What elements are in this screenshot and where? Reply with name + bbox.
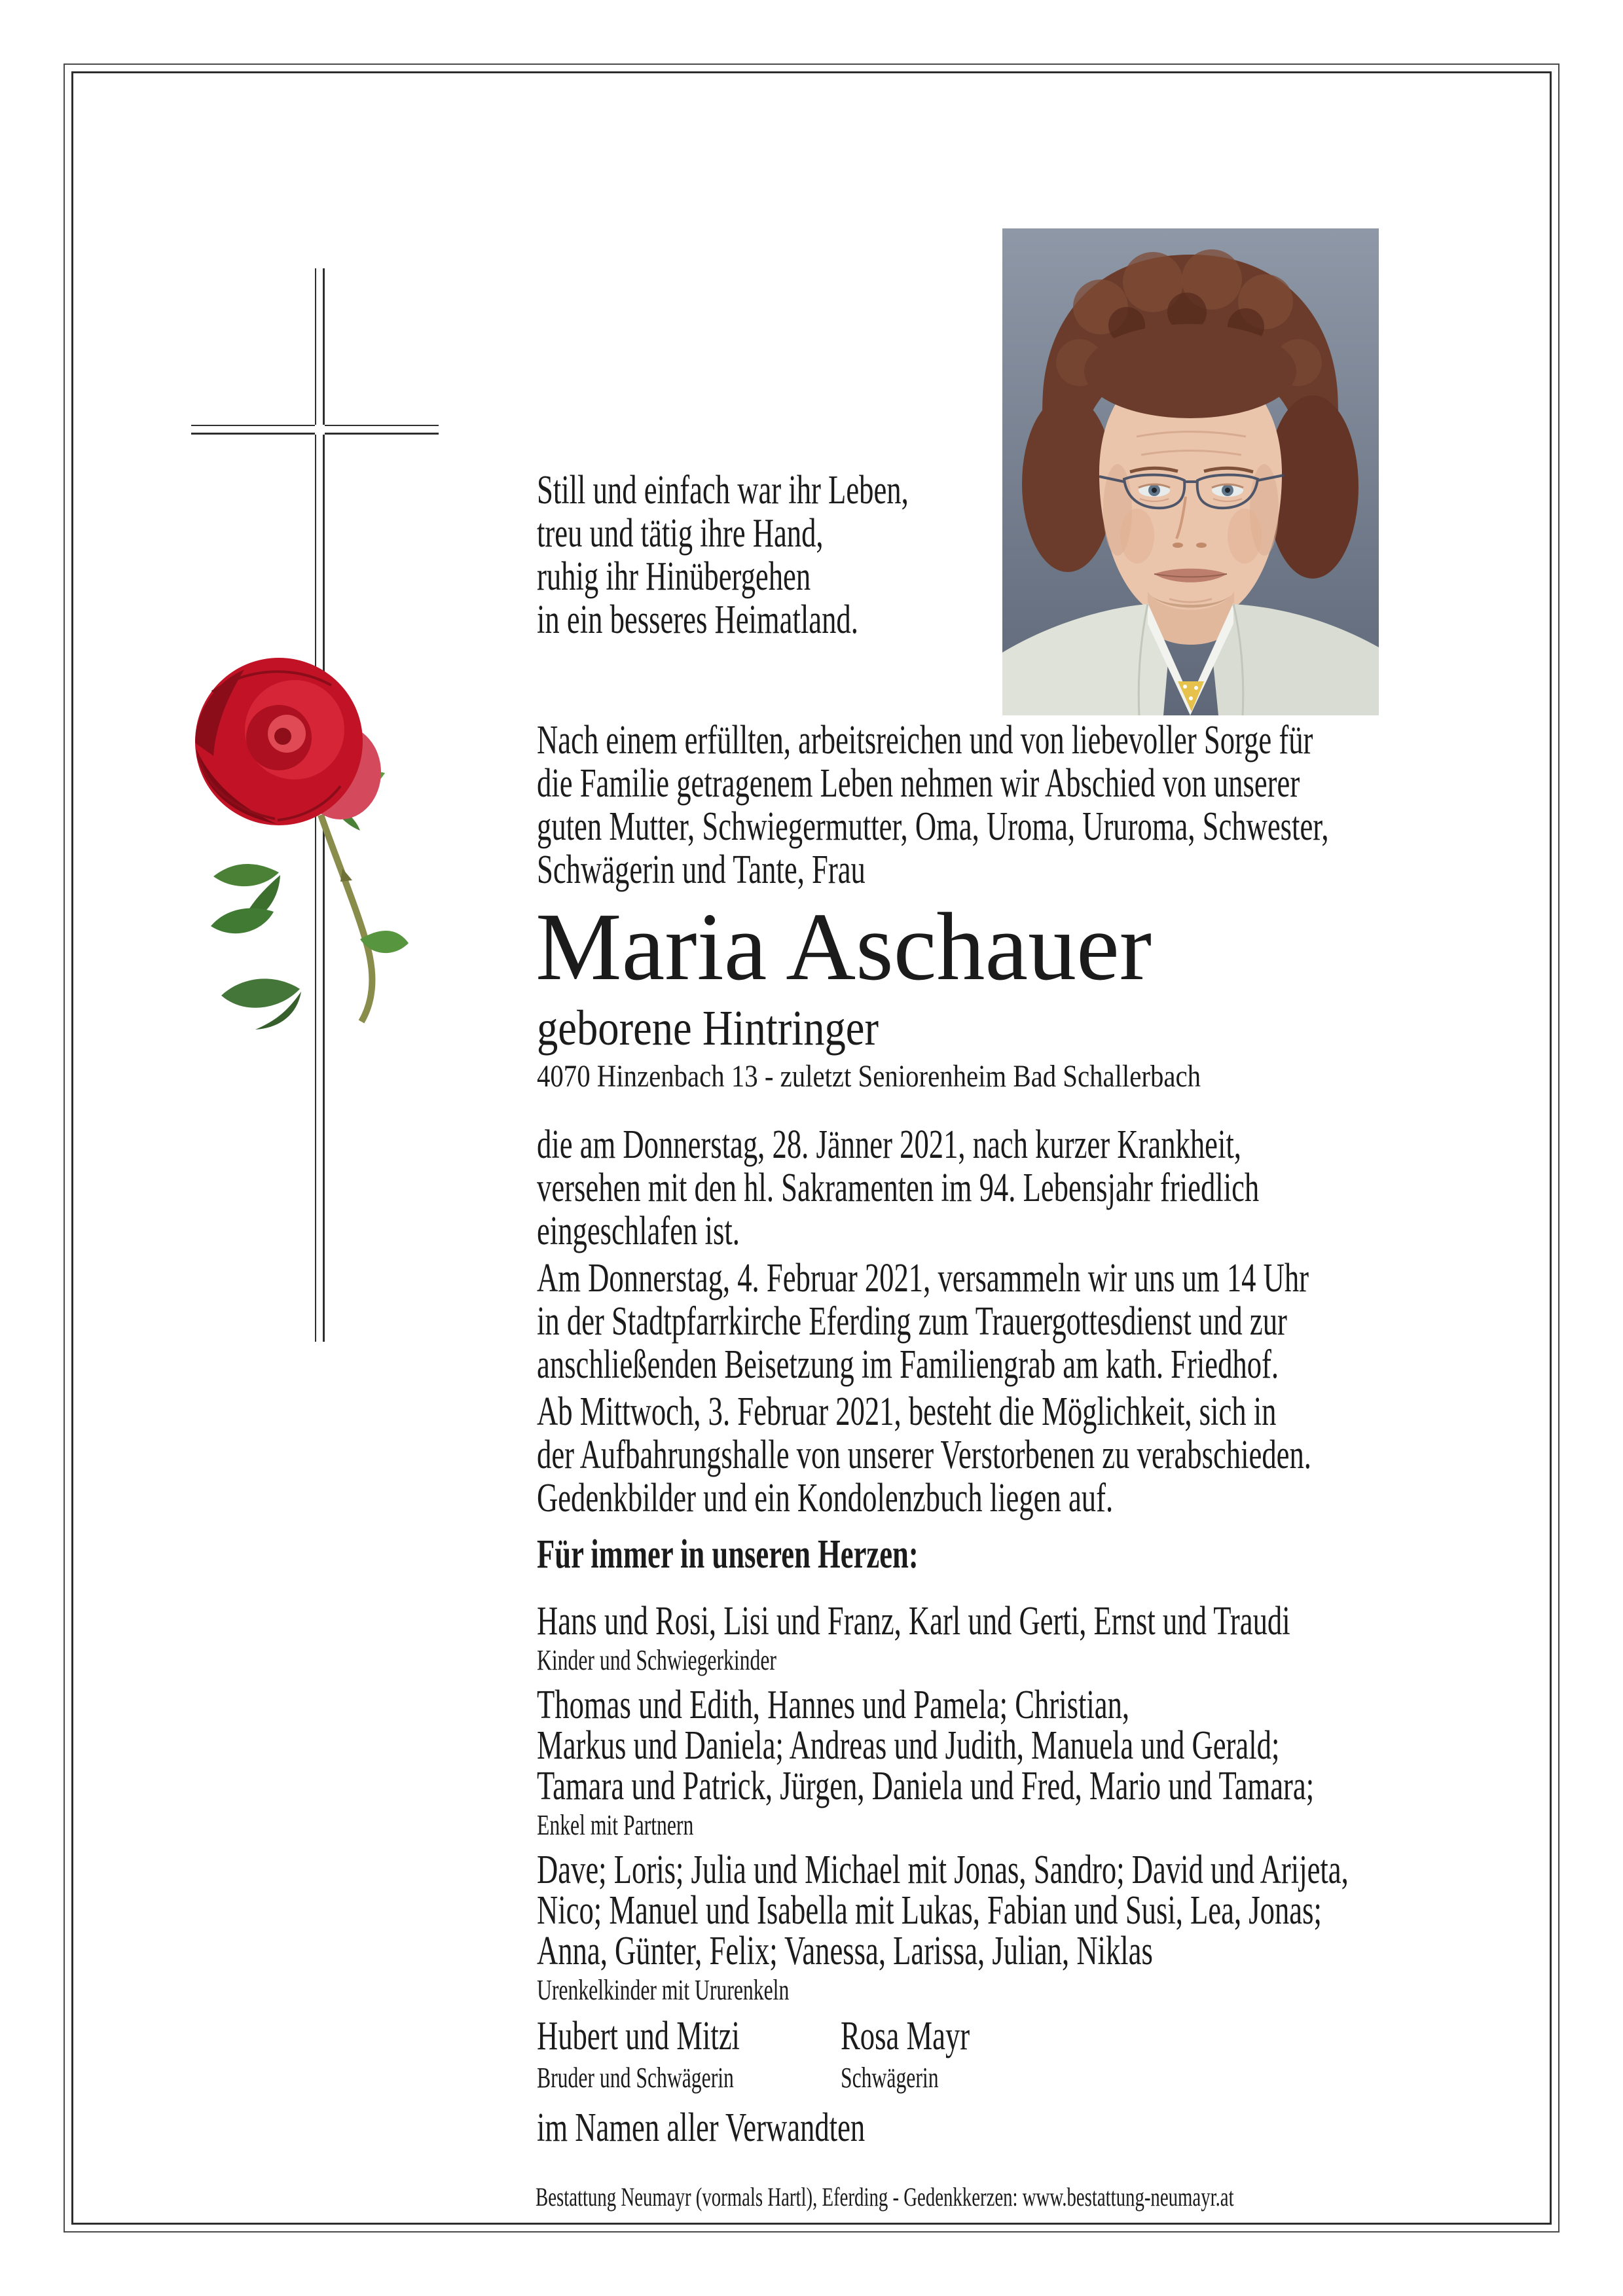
poem-line: Still und einfach war ihr Leben, bbox=[537, 468, 909, 512]
poem-line: ruhig ihr Hinübergehen bbox=[537, 554, 811, 599]
mourner-group-caption: Kinder und Schwiegerkinder bbox=[537, 1644, 776, 1676]
mourner-column-name: Hubert und Mitzi bbox=[537, 2014, 740, 2058]
paragraph-line: eingeschlafen ist. bbox=[537, 1209, 740, 1253]
paragraph-line: Gedenkbilder und ein Kondolenzbuch liegen auf. bbox=[537, 1476, 1114, 1520]
mourner-column-name: Rosa Mayr bbox=[841, 2014, 970, 2058]
closing-line: im Namen aller Verwandten bbox=[537, 2106, 866, 2150]
paragraph-line: in der Stadtpfarrkirche Eferding zum Trauergottesdienst und zur bbox=[537, 1299, 1287, 1344]
death-paragraph bbox=[537, 1123, 1259, 1253]
paragraph-line: anschließenden Beisetzung im Familiengrab am kath. Friedhof. bbox=[537, 1342, 1279, 1387]
mourner-line: Nico; Manuel und Isabella mit Lukas, Fabian und Susi, Lea, Jonas; bbox=[537, 1888, 1322, 1933]
intro-line: Schwägerin und Tante, Frau bbox=[537, 848, 866, 892]
cross-icon bbox=[325, 425, 439, 435]
funeral-home-footer: Bestattung Neumayr (vormals Hartl), Eferding - Gedenkkerzen: www.bestattung-neumayr.at bbox=[536, 2182, 1234, 2212]
mourner-group-caption: Urenkelkinder mit Ururenkeln bbox=[537, 1974, 790, 2006]
poem-line: in ein besseres Heimatland. bbox=[537, 598, 858, 642]
funeral-paragraph bbox=[537, 1257, 1309, 1386]
remembrance-heading: Für immer in unseren Herzen: bbox=[537, 1532, 919, 1577]
viewing-paragraph bbox=[537, 1390, 1311, 1520]
mourner-group bbox=[537, 1850, 1349, 1971]
mourner-line: Hans und Rosi, Lisi und Franz, Karl und Gerti, Ernst und Traudi bbox=[537, 1599, 1290, 1643]
mourner-group-caption: Enkel mit Partnern bbox=[537, 1809, 694, 1841]
cross-icon bbox=[315, 268, 325, 425]
paragraph-line: die am Donnerstag, 28. Jänner 2021, nach kurzer Krankheit, bbox=[537, 1122, 1241, 1167]
mourner-line: Markus und Daniela; Andreas und Judith, Manuela und Gerald; bbox=[537, 1723, 1280, 1768]
mourner-column-caption: Bruder und Schwägerin bbox=[537, 2062, 734, 2094]
mourner-line: Anna, Günter, Felix; Vanessa, Larissa, Julian, Niklas bbox=[537, 1929, 1153, 1973]
mourner-group bbox=[537, 1601, 1290, 1641]
paragraph-line: der Aufbahrungshalle von unserer Verstorbenen zu verabschieden. bbox=[537, 1433, 1311, 1477]
cross-icon bbox=[191, 425, 315, 435]
maiden-name: geborene Hintringer bbox=[537, 1001, 879, 1056]
intro-line: guten Mutter, Schwiegermutter, Oma, Uroma, Ururoma, Schwester, bbox=[537, 804, 1329, 849]
mourner-group bbox=[537, 1685, 1314, 1806]
intro-line: Nach einem erfüllten, arbeitsreichen und von liebevoller Sorge für bbox=[537, 718, 1313, 762]
poem-line: treu und tätig ihre Hand, bbox=[537, 511, 824, 556]
portrait-photo bbox=[1002, 228, 1379, 715]
mourner-line: Tamara und Patrick, Jürgen, Daniela und Fred, Mario und Tamara; bbox=[537, 1764, 1315, 1808]
paragraph-line: Ab Mittwoch, 3. Februar 2021, besteht die Möglichkeit, sich in bbox=[537, 1390, 1277, 1434]
deceased-name: Maria Aschauer bbox=[536, 893, 1152, 1001]
intro-line: die Familie getragenem Leben nehmen wir Abschied von unserer bbox=[537, 761, 1300, 806]
paragraph-line: Am Donnerstag, 4. Februar 2021, versammeln wir uns um 14 Uhr bbox=[537, 1256, 1309, 1300]
deceased-address: 4070 Hinzenbach 13 - zuletzt Seniorenheim Bad Schallerbach bbox=[537, 1059, 1201, 1094]
paragraph-line: versehen mit den hl. Sakramenten im 94. Lebensjahr friedlich bbox=[537, 1166, 1260, 1210]
mourner-line: Thomas und Edith, Hannes und Pamela; Christian, bbox=[537, 1683, 1130, 1727]
mourner-column-caption: Schwägerin bbox=[841, 2062, 939, 2094]
mourner-line: Dave; Loris; Julia und Michael mit Jonas, Sandro; David und Arijeta, bbox=[537, 1848, 1349, 1892]
intro-paragraph bbox=[537, 719, 1329, 891]
poem bbox=[537, 469, 909, 641]
rose-image bbox=[175, 651, 411, 1031]
